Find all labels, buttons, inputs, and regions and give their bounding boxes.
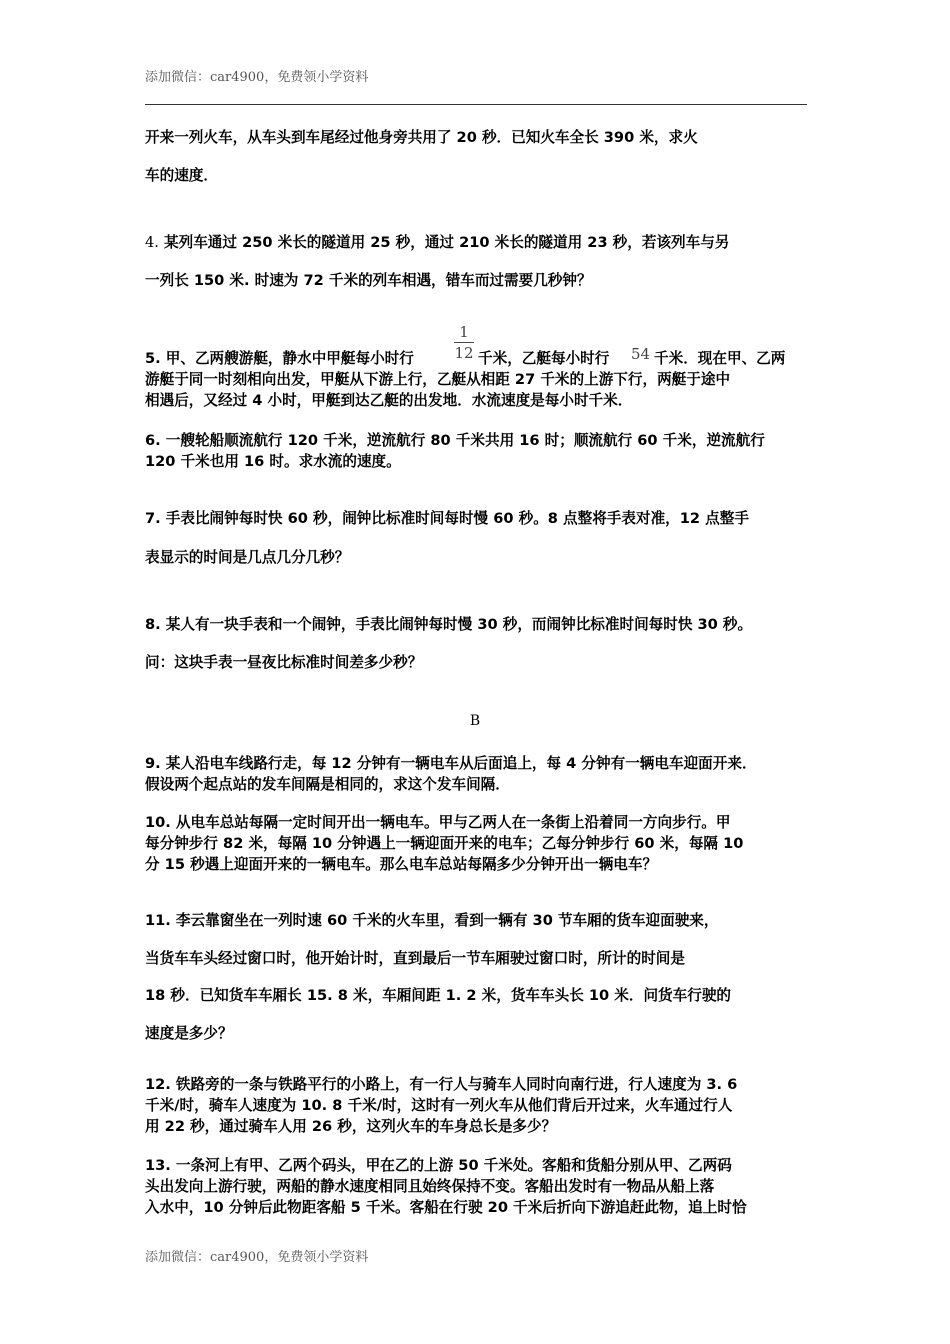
- mixed-number-whole: 54: [631, 345, 651, 363]
- question-12-line-1: 12. 铁路旁的一条与铁路平行的小路上，有一行人与骑车人同时向南行进，行人速度为 3. 6: [145, 1076, 738, 1093]
- question-5-line-2: 游艇于同一时刻相向出发，甲艇从下游上行，乙艇从相距 27 千米的上游下行，两艇于途中: [145, 371, 731, 388]
- page-footer: 添加微信：car4900，免费领小学资料: [145, 1250, 369, 1265]
- question-10-line-1: 10. 从电车总站每隔一定时间开出一辆电车。甲与乙两人在一条街上沿着同一方向步行。甲: [145, 814, 731, 831]
- fraction-numerator: 1: [459, 323, 469, 341]
- question-6-line-2: 120 千米也用 16 时。求水流的速度。: [145, 453, 401, 470]
- fraction-denominator: 12: [454, 344, 474, 362]
- question-8-line-2: 问：这块手表一昼夜比标准时间差多少秒？: [145, 654, 423, 671]
- continuation-line-2: 车的速度．: [145, 167, 218, 184]
- question-13-line-1: 13. 一条河上有甲、乙两个码头，甲在乙的上游 50 千米处。客船和货船分别从甲、乙两码: [145, 1157, 732, 1174]
- question-5-line-1a: 5. 甲、乙两艘游艇，静水中甲艇每小时行: [145, 350, 414, 367]
- question-6-line-1: 6. 一艘轮船顺流航行 120 千米，逆流航行 80 千米共用 16 时；顺流航行 60 千米，逆流航行: [145, 432, 765, 449]
- question-11-line-1: 11. 李云靠窗坐在一列时速 60 千米的火车里，看到一辆有 30 节车厢的货车迎面驶来，: [145, 912, 719, 929]
- question-13-line-2: 头出发向上游行驶，两船的静水速度相同且始终保持不变。客船出发时有一物品从船上落: [145, 1178, 715, 1195]
- continuation-line-1: 开来一列火车，从车头到车尾经过他身旁共用了 20 秒．已知火车全长 390 米，求火: [145, 129, 698, 146]
- question-4-line-2: 一列长 150 米. 时速为 72 千米的列车相遇，错车而过需要几秒钟？: [145, 272, 592, 289]
- question-10-line-2: 每分钟步行 82 米，每隔 10 分钟遇上一辆迎面开来的电车；乙每分钟步行 60 米，每隔 10: [145, 835, 744, 852]
- question-8-line-1: 8. 某人有一块手表和一个闹钟，手表比闹钟每时慢 30 秒，而闹钟比标准时间每时快 30 秒。: [145, 616, 753, 633]
- question-4-number: 4.: [145, 234, 159, 251]
- question-10-line-3: 分 15 秒遇上迎面开来的一辆电车。那么电车总站每隔多少分钟开出一辆电车？: [145, 856, 658, 873]
- question-12-line-2: 千米/时，骑车人速度为 10. 8 千米/时，这时有一列火车从他们背后开过来，火车通过行人: [145, 1097, 733, 1114]
- fraction-bar: [454, 342, 474, 343]
- header-divider: [145, 104, 807, 105]
- fraction-one-twelfth: [452, 323, 476, 362]
- question-7-line-1: 7. 手表比闹钟每时快 60 秒，闹钟比标准时间每时慢 60 秒。8 点整将手表对准，12 点整手: [145, 510, 749, 527]
- question-5-line-1c: 千米．现在甲、乙两: [654, 350, 786, 367]
- question-11-line-2: 当货车车头经过窗口时，他开始计时，直到最后一节车厢驶过窗口时，所计的时间是: [145, 950, 685, 967]
- question-9-line-1: 9. 某人沿电车线路行走，每 12 分钟有一辆电车从后面追上，每 4 分钟有一辆电车迎面开来．: [145, 755, 757, 772]
- question-12-line-3: 用 22 秒，通过骑车人用 26 秒，这列火车的车身总长是多少？: [145, 1118, 557, 1135]
- section-b-heading: B: [469, 713, 481, 729]
- question-7-line-2: 表显示的时间是几点几分几秒？: [145, 549, 350, 566]
- question-13-line-3: 入水中，10 分钟后此物距客船 5 千米。客船在行驶 20 千米后折向下游追赶此物，追上时恰: [145, 1199, 747, 1216]
- question-5-line-1b: 千米，乙艇每小时行: [478, 350, 610, 367]
- question-11-line-3: 18 秒．已知货车车厢长 15. 8 米，车厢间距 1. 2 米，货车车头长 10 米．问货车行驶的: [145, 987, 732, 1004]
- question-4-line-1: [145, 233, 729, 253]
- question-9-line-2: 假设两个起点站的发车间隔是相同的，求这个发车间隔．: [145, 776, 510, 793]
- question-5-line-3: 相遇后，又经过 4 小时，甲艇到达乙艇的出发地．水流速度是每小时千米．: [145, 392, 633, 409]
- question-4-text: 某列车通过 250 米长的隧道用 25 秒，通过 210 米长的隧道用 23 秒，若该列车与另: [158, 234, 730, 251]
- page-header: 添加微信：car4900，免费领小学资料: [145, 70, 369, 85]
- question-11-line-4: 速度是多少？: [145, 1025, 233, 1042]
